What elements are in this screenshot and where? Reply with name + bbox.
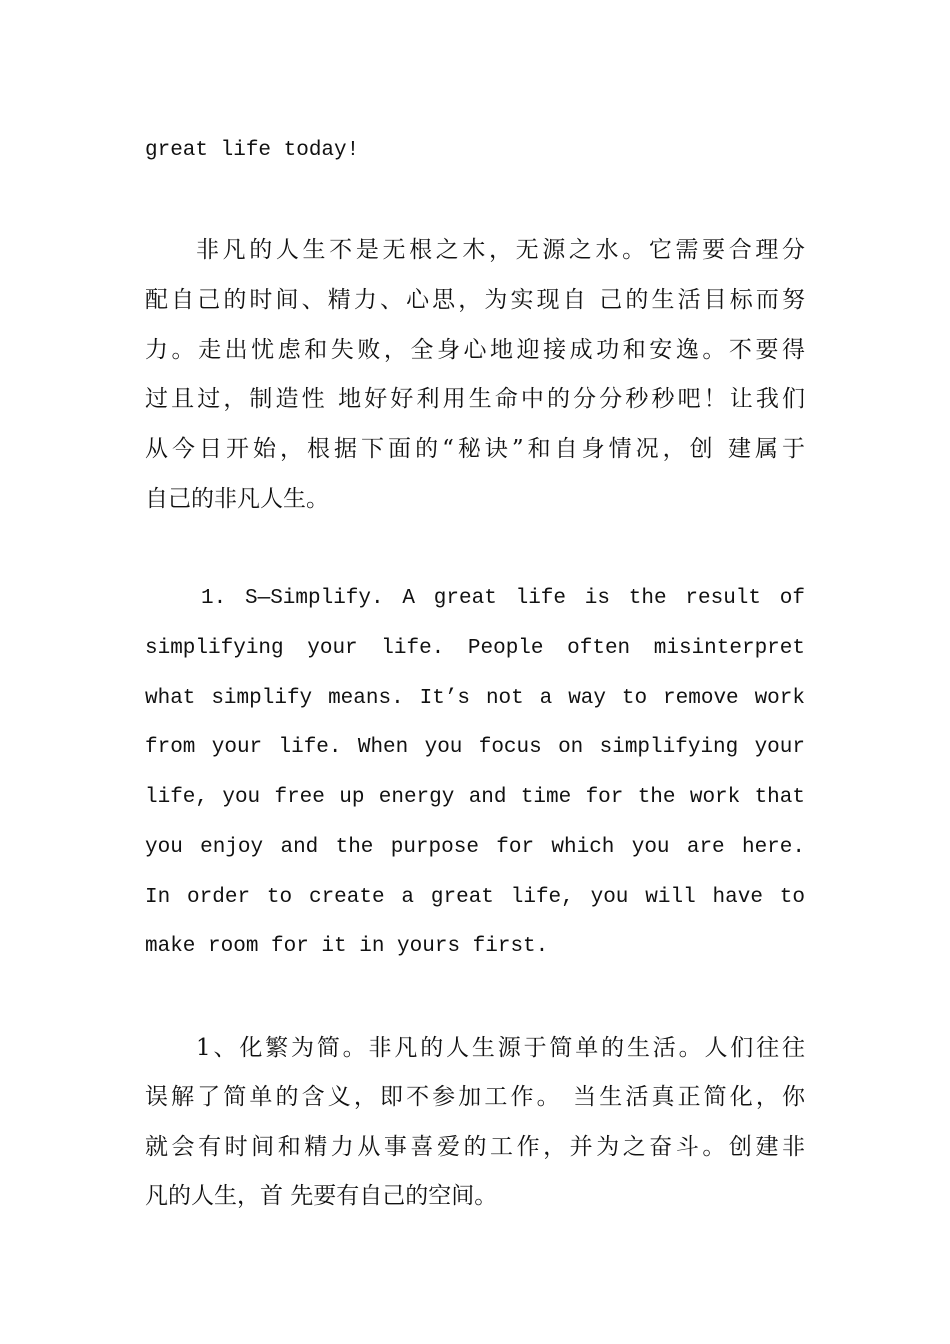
paragraph-line: 自己的非凡人生。 [145,486,329,512]
paragraph-line: what simplify means. It’s not a way to remove work [145,687,805,710]
paragraph-line: you enjoy and the purpose for which you are here. [145,836,805,859]
paragraph-line: from your life. When you focus on simplifying your [145,736,805,759]
paragraph-line: 配自己的时间、精力、心思，为实现自 己的生活目标而努 [145,287,805,313]
paragraph-line: 误解了简单的含义，即不参加工作。 当生活真正简化，你 [145,1084,805,1110]
paragraph-line: 凡的人生，首 先要有自己的空间。 [145,1183,498,1209]
paragraph-line: great life today! [145,139,360,162]
paragraph-line: 1、化繁为简。非凡的人生源于简单的生活。人们往往 [196,1035,805,1061]
paragraph-line: 非凡的人生不是无根之木，无源之水。它需要合理分 [196,237,805,263]
paragraph-line: 从今日开始，根据下面的“秘诀”和自身情况，创 建属于 [145,436,805,462]
paragraph-line: simplifying your life. People often misinterpret [145,637,805,660]
paragraph-line: 力。走出忧虑和失败，全身心地迎接成功和安逸。不要得 [145,337,805,363]
paragraph-line: 过且过，制造性 地好好利用生命中的分分秒秒吧！让我们 [145,386,805,412]
paragraph-line: 1. S—Simplify. A great life is the result of [201,587,805,610]
paragraph-line: 就会有时间和精力从事喜爱的工作，并为之奋斗。创建非 [145,1134,805,1160]
paragraph-line: make room for it in yours first. [145,935,549,958]
paragraph-line: In order to create a great life, you will have to [145,886,805,909]
paragraph-line: life, you free up energy and time for the work that [145,786,805,809]
